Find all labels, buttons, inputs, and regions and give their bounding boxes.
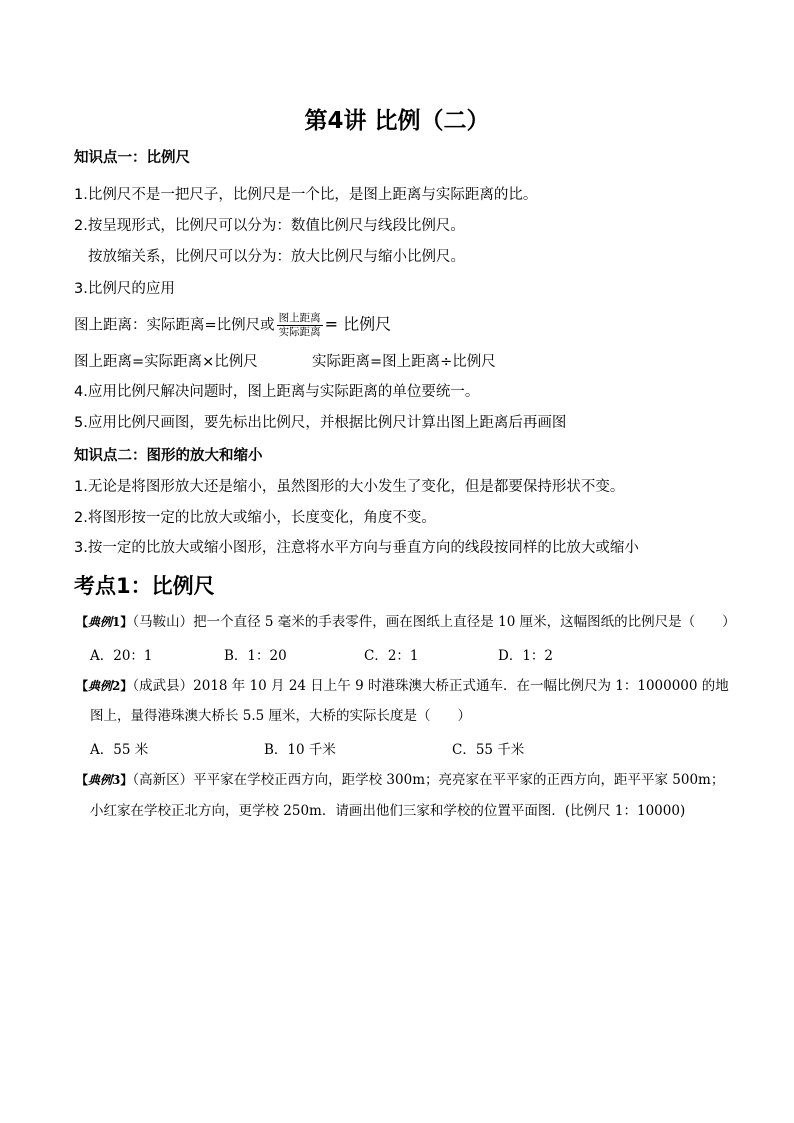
example-2-text-1: （成武县）2018 年 10 月 24 日上午 9 时港珠澳大桥正式通车．在一幅比例尺为 1：1000000 的地	[132, 678, 729, 694]
example-3-tag: 【典例3】	[76, 773, 133, 787]
kp2-line-3: 3.按一定的比放大或缩小图形，注意将水平方向与垂直方向的线段按同样的比放大或缩小	[74, 540, 639, 556]
example-3-text-1: （高新区）平平家在学校正西方向，距学校 300m；亮亮家在平平家的正西方向，距平平家 500m；	[132, 772, 725, 788]
example-1-text: （马鞍山）把一个直径 5 毫米的手表零件，画在图纸上直径是 10 厘米，这幅图纸的比例尺是（ ）	[132, 614, 736, 630]
example-1-option-a: A．20：1	[90, 648, 153, 664]
kp1-line-3: 按放缩关系，比例尺可以分为：放大比例尺与缩小比例尺。	[88, 249, 465, 265]
example-2-tag: 【典例2】	[76, 679, 133, 693]
example-1-option-b: B．1：20	[224, 648, 287, 664]
example-2-option-c: C．55 千米	[452, 742, 525, 758]
example-2-text-2: 图上，量得港珠澳大桥长 5.5 厘米，大桥的实际长度是（ ）	[90, 708, 472, 724]
kp1-line-8: 5.应用比例尺画图，要先标出比例尺，并根据比例尺计算出图上距离后再画图	[74, 415, 567, 431]
kp1-line-1: 1.比例尺不是一把尺子，比例尺是一个比，是图上距离与实际距离的比。	[74, 187, 538, 203]
fraction-denominator: 实际距离	[278, 326, 321, 338]
example-3-text-2: 小红家在学校正北方向，更学校 250m．请画出他们三家和学校的位置平面图．(比例尺 1：10000)	[90, 803, 686, 819]
kp1-formula-b: 实际距离=图上距离÷比例尺	[312, 354, 496, 370]
example-1-tag: 【典例1】	[76, 615, 133, 629]
kp1-line-4: 3.比例尺的应用	[74, 281, 175, 297]
knowledge-point-2-heading: 知识点二：图形的放大和缩小	[74, 448, 263, 464]
kp1-line-2: 2.按呈现形式，比例尺可以分为：数值比例尺与线段比例尺。	[74, 218, 465, 234]
kp1-formula-line	[74, 312, 391, 339]
kp1-line-7: 4.应用比例尺解决问题时，图上距离与实际距离的单位要统一。	[74, 384, 480, 400]
example-1-option-c: C．2：1	[364, 648, 419, 664]
section-heading: 考点1：比例尺	[74, 574, 215, 598]
example-2-option-a: A．55 米	[90, 742, 149, 758]
example-1-option-d: D．1：2	[498, 648, 554, 664]
kp2-line-1: 1.无论是将图形放大还是缩小，虽然图形的大小发生了变化，但是都要保持形状不变。	[74, 479, 625, 495]
formula-suffix: = 比例尺	[324, 314, 392, 334]
example-2-option-b: B．10 千米	[264, 742, 336, 758]
kp2-line-2: 2.将图形按一定的比放大或缩小，长度变化，角度不变。	[74, 510, 436, 526]
kp1-formula-a: 图上距离=实际距离×比例尺	[74, 354, 258, 370]
example-2-line-1	[76, 676, 729, 696]
formula-prefix: 图上距离：实际距离=比例尺或	[74, 317, 275, 334]
page-title: 第4讲 比例（二）	[304, 108, 490, 134]
knowledge-point-1-heading: 知识点一：比例尺	[74, 150, 190, 166]
example-3-line-1	[76, 770, 724, 790]
fraction	[277, 312, 323, 339]
example-1	[76, 612, 736, 632]
fraction-numerator: 图上距离	[278, 312, 321, 324]
